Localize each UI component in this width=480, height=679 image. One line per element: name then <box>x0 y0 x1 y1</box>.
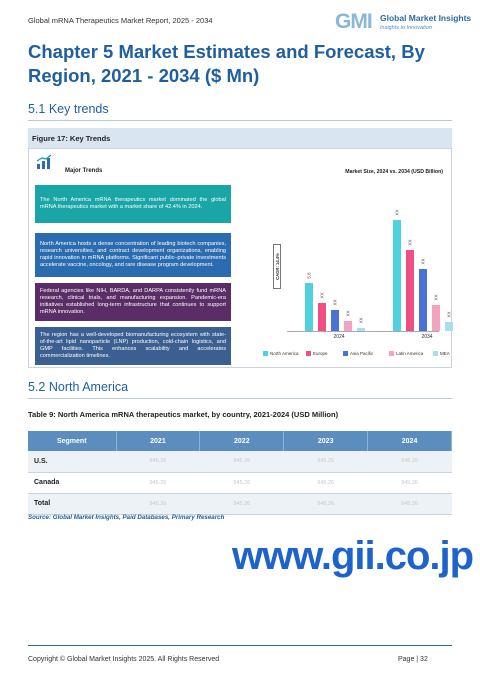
section-divider <box>28 398 452 399</box>
legend-item <box>306 351 328 356</box>
legend-label: Europe <box>313 351 328 356</box>
data-label: XX <box>407 239 413 246</box>
bar <box>419 269 427 331</box>
trend-text: North America hosts a dense concentration of leading biotech companies, research universities, and contract development organizations, enabling rapid innovation in mRNA platforms. Significant public–private investments accelerate vaccine, oncology, and rare disease program development. <box>40 241 226 268</box>
x-tick-label: 2024 <box>333 334 345 340</box>
chart-legend <box>253 351 450 361</box>
table-row <box>28 451 452 472</box>
data-label: 5.6 <box>306 272 312 279</box>
source-note: Source: Global Market Insights, Paid Databases, Primary Research <box>28 514 225 521</box>
table-cell: 945.26 <box>368 472 452 493</box>
table-cell: 945.26 <box>284 451 368 472</box>
legend-item <box>433 351 450 356</box>
legend-item <box>343 351 373 356</box>
table-cell: 945.26 <box>368 493 452 514</box>
column-header: 2023 <box>284 431 368 451</box>
column-header: Segment <box>28 431 116 451</box>
logo-name: Global Market Insights <box>380 13 472 23</box>
chapter-title: Chapter 5 Market Estimates and Forecast, By Region, 2021 - 2034 ($ Mn) <box>28 41 425 86</box>
table-header-row <box>28 431 452 451</box>
table-cell: 945.26 <box>200 493 284 514</box>
page-number: Page | 32 <box>398 656 428 663</box>
bar <box>331 310 339 331</box>
legend-item <box>389 351 423 356</box>
table-cell: 945.26 <box>200 451 284 472</box>
footer-divider <box>28 645 452 646</box>
trend-text: The region has a well-developed biomanufacturing ecosystem with state-of-the-art lipid nanoparticle (LNP) production, cold-chain logistics, and GMP facilities. This enhances scalability and accelerates commercialization timelines. <box>40 332 226 359</box>
cagr-label: CAGR: 14.4% <box>275 253 280 280</box>
figure-caption: Figure 17: Key Trends <box>28 128 452 148</box>
row-label: Canada <box>28 472 116 493</box>
market-table <box>28 431 452 515</box>
chart-title: Market Size, 2024 vs. 2034 (USD Billion) <box>345 169 443 175</box>
legend-item <box>263 351 299 356</box>
table-cell: 945.26 <box>284 493 368 514</box>
bar-chart-trend-icon <box>36 154 52 170</box>
report-title: Global mRNA Therapeutics Market Report, 2025 - 2034 <box>28 16 213 25</box>
trend-card <box>35 185 231 223</box>
legend-swatch <box>433 351 438 356</box>
footer-copyright: Copyright © Global Market Insights 2025. All Rights Reserved <box>28 656 220 663</box>
legend-label: Latin America <box>396 351 424 356</box>
bar <box>406 250 414 331</box>
trend-text: The North America mRNA therapeutics market dominated the global mRNA therapeutics market with a market share of 42.4% in 2024. <box>40 197 226 210</box>
bar <box>318 303 326 331</box>
trend-card <box>35 233 231 277</box>
x-axis <box>287 331 439 332</box>
trend-text: Federal agencies like NIH, BARDA, and DARPA consistently fund mRNA research, clinical trials, and manufacturing expansion. Pandemic-era initiatives established long-term infrastructure that continues to support mRNA innovation. <box>40 288 226 315</box>
bar <box>445 322 453 331</box>
bar <box>432 305 440 331</box>
table-row <box>28 493 452 514</box>
section-title-north-america: 5.2 North America <box>28 380 129 394</box>
major-trends-heading: Major Trends <box>65 168 103 174</box>
trend-card <box>35 283 231 321</box>
legend-label: North America <box>270 351 299 356</box>
table-cell: 945.26 <box>368 451 452 472</box>
company-logo <box>335 10 472 36</box>
table-row <box>28 472 452 493</box>
trend-card <box>35 327 231 365</box>
table-cell: 945.26 <box>116 493 200 514</box>
row-label: U.S. <box>28 451 116 472</box>
column-header: 2021 <box>116 431 200 451</box>
legend-swatch <box>343 351 348 356</box>
data-label: XX <box>433 294 439 301</box>
legend-swatch <box>306 351 311 356</box>
column-header: 2022 <box>200 431 284 451</box>
bar <box>305 283 313 331</box>
table-cell: 945.26 <box>284 472 368 493</box>
table-cell: 945.26 <box>200 472 284 493</box>
data-label: XX <box>319 292 325 299</box>
legend-label: Asia Pacific <box>350 351 374 356</box>
section-divider <box>28 120 452 121</box>
logo-mark: GMI <box>335 10 372 33</box>
row-label: Total <box>28 493 116 514</box>
data-label: XX <box>420 258 426 265</box>
bar <box>344 321 352 331</box>
table-cell: 945.26 <box>116 451 200 472</box>
table-cell: 945.26 <box>116 472 200 493</box>
data-label: XX <box>358 317 364 324</box>
data-label: XX <box>345 310 351 317</box>
data-label: XX <box>446 311 452 318</box>
watermark: www.gii.co.jp <box>232 534 474 578</box>
table-caption: Table 9: North America mRNA therapeutics market, by country, 2021-2024 (USD Million) <box>28 410 339 419</box>
legend-swatch <box>389 351 394 356</box>
column-header: 2024 <box>368 431 452 451</box>
legend-swatch <box>263 351 268 356</box>
data-label: XX <box>332 299 338 306</box>
legend-label: MEA <box>440 351 450 356</box>
x-tick-label: 2034 <box>421 334 433 340</box>
data-label: XX <box>394 209 400 216</box>
market-size-chart <box>247 167 452 365</box>
logo-tagline: Insights to Innovation <box>380 25 432 31</box>
figure-panel <box>28 148 452 368</box>
bar <box>393 220 401 331</box>
section-title-key-trends: 5.1 Key trends <box>28 102 109 116</box>
